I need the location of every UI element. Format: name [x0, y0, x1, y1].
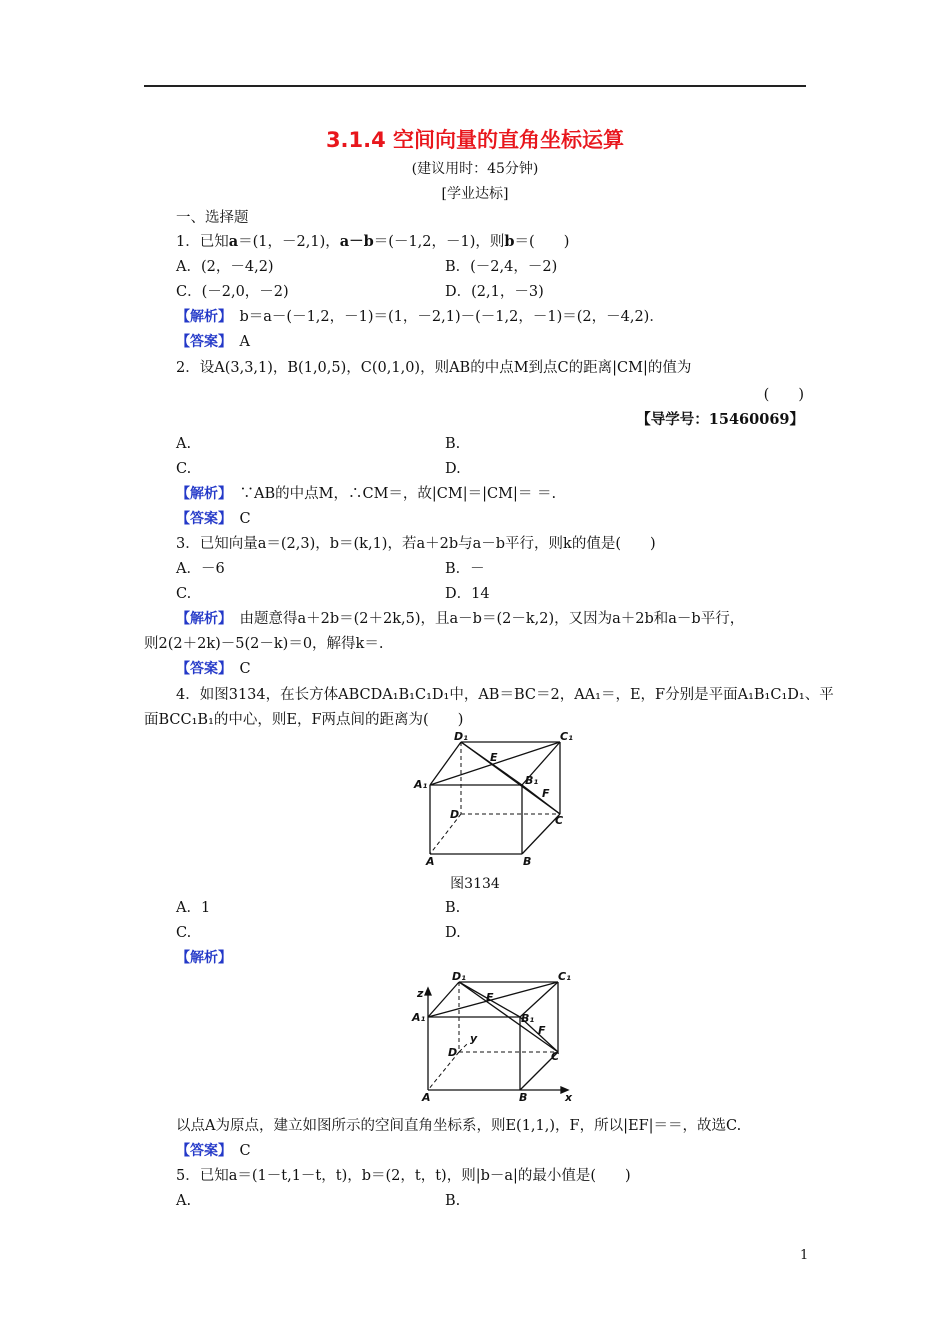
time-note: (建议用时：45分钟) [411, 161, 539, 177]
q2-option-a: A. [176, 436, 192, 452]
question-3-stem: 3．已知向量a＝(2,3)，b＝(k,1)，若a＋2b与a－b平行，则k的值是( ) [176, 536, 656, 552]
q4-answer [176, 1141, 251, 1161]
q2-option-c: C. [176, 461, 192, 477]
label-a: A [426, 855, 435, 867]
question-5-stem: 5．已知a＝(1－t,1－t，t)，b＝(2，t，t)，则|b－a|的最小值是( ) [176, 1168, 631, 1184]
page-title: 3.1.4 空间向量的直角坐标运算 [325, 128, 625, 152]
q3-analysis [176, 609, 744, 629]
q2-paren: ( ) [763, 387, 804, 403]
q3-analysis-line1: 由题意得a＋2b＝(2＋2k,5)，且a－b＝(2－k,2)，又因为a＋2b和a－b平行， [239, 611, 745, 627]
level-tag: [学业达标] [441, 186, 509, 202]
analysis-tag: 【解析】 [176, 486, 225, 502]
q2-option-d: D. [445, 461, 461, 477]
q1-option-c: C．(－2,0，－2) [176, 284, 289, 300]
label-c: C [555, 814, 564, 827]
label-b1: B₁ [525, 774, 539, 787]
q1-analysis-text: b＝a－(－1,2，－1)＝(1，－2,1)－(－1,2，－1)＝(2，－4,2)． [239, 309, 664, 325]
q1-option-a: A．(2，－4,2) [176, 259, 274, 275]
figure-cuboid-coordinates [408, 970, 583, 1105]
answer-tag: 【答案】 [176, 334, 225, 350]
coord-label-a: A [422, 1091, 431, 1104]
coord-label-b1: B₁ [521, 1012, 535, 1025]
coord-label-d1: D₁ [452, 970, 466, 983]
page-number: 1 [800, 1248, 809, 1263]
q3-analysis-line2: 则2(2＋2k)－5(2－k)＝0，解得k＝. [144, 636, 384, 652]
q3-option-b: B．－ [445, 561, 485, 577]
label-c1: C₁ [560, 732, 573, 743]
q4-answer-value: C [239, 1143, 251, 1159]
q1-vector-b: b [504, 233, 515, 250]
analysis-tag: 【解析】 [176, 950, 232, 966]
q3-option-c: C. [176, 586, 192, 602]
question-4-stem-line2: 面BCC₁B₁的中心，则E，F两点间的距离为( ) [144, 712, 464, 728]
analysis-tag: 【解析】 [176, 309, 225, 325]
q1-answer-value: A [239, 334, 250, 350]
coord-label-f: F [538, 1024, 546, 1037]
answer-tag: 【答案】 [176, 661, 225, 677]
q5-option-b: B. [445, 1193, 461, 1209]
q1-vector-diff: a－b [339, 233, 374, 250]
axis-label-z: z [417, 987, 424, 1000]
q3-answer-value: C [239, 661, 251, 677]
figure-caption: 图3134 [450, 876, 500, 892]
q1-answer [176, 332, 250, 352]
question-1-stem [176, 232, 569, 252]
q4-option-c: C. [176, 925, 192, 941]
q3-option-d: D．14 [445, 586, 490, 602]
q4-option-d: D. [445, 925, 461, 941]
coord-label-c: C [551, 1050, 560, 1063]
label-d: D [450, 808, 460, 821]
coord-label-c1: C₁ [558, 970, 571, 983]
q1-stem-mid2: ＝(－1,2，－1)，则 [373, 234, 505, 250]
q4-analysis-tag [176, 948, 232, 968]
q1-stem-pre: 1．已知 [176, 234, 229, 250]
answer-tag: 【答案】 [176, 511, 225, 527]
q4-option-b: B. [445, 900, 461, 916]
q2-analysis-text: ∵AB的中点M，∴CM＝，故|CM|＝|CM|＝ ＝. [239, 486, 557, 502]
coord-label-e: E [486, 991, 494, 1004]
label-b: B [523, 855, 532, 867]
q2-answer-value: C [239, 511, 251, 527]
q2-analysis [176, 484, 556, 504]
question-4-stem-line1: 4．如图3134，在长方体ABCDA₁B₁C₁D₁中，AB＝BC＝2，AA₁＝，E，F分别是平面A₁B₁C₁D₁、平 [176, 687, 834, 703]
coord-label-d: D [448, 1046, 458, 1059]
q1-analysis [176, 307, 664, 327]
answer-tag: 【答案】 [176, 1143, 225, 1159]
q1-vector-a: a [228, 233, 239, 250]
section-heading: 一、选择题 [176, 210, 249, 226]
q1-stem-mid: ＝(1，－2,1)， [238, 234, 340, 250]
q1-option-d: D．(2,1，－3) [445, 284, 544, 300]
axis-label-x: x [565, 1091, 573, 1104]
q5-option-a: A. [176, 1193, 192, 1209]
label-e: E [490, 751, 498, 764]
figure-cuboid [410, 732, 580, 867]
coord-label-b: B [519, 1091, 528, 1104]
question-2-stem: 2．设A(3,3,1)，B(1,0,5)，C(0,1,0)，则AB的中点M到点C的距离|CM|的值为 [176, 360, 692, 376]
q1-option-b: B．(－2,4，－2) [445, 259, 558, 275]
label-d1: D₁ [454, 732, 468, 743]
guide-number: 【导学号：15460069】 [636, 411, 804, 428]
label-f: F [542, 787, 550, 800]
axis-label-y: y [470, 1032, 478, 1045]
q4-analysis-text: 以点A为原点，建立如图所示的空间直角坐标系，则E(1,1,)，F，所以|EF|＝＝，故选C. [176, 1118, 742, 1134]
label-a1: A₁ [414, 778, 428, 791]
q2-answer [176, 509, 251, 529]
q2-option-b: B. [445, 436, 461, 452]
q4-option-a: A．1 [176, 900, 211, 916]
header-rule [144, 85, 806, 87]
q3-option-a: A．－6 [176, 561, 225, 577]
q1-stem-end: ＝( ) [514, 234, 570, 250]
q3-answer [176, 659, 251, 679]
coord-label-a1: A₁ [412, 1011, 426, 1024]
analysis-tag: 【解析】 [176, 611, 225, 627]
